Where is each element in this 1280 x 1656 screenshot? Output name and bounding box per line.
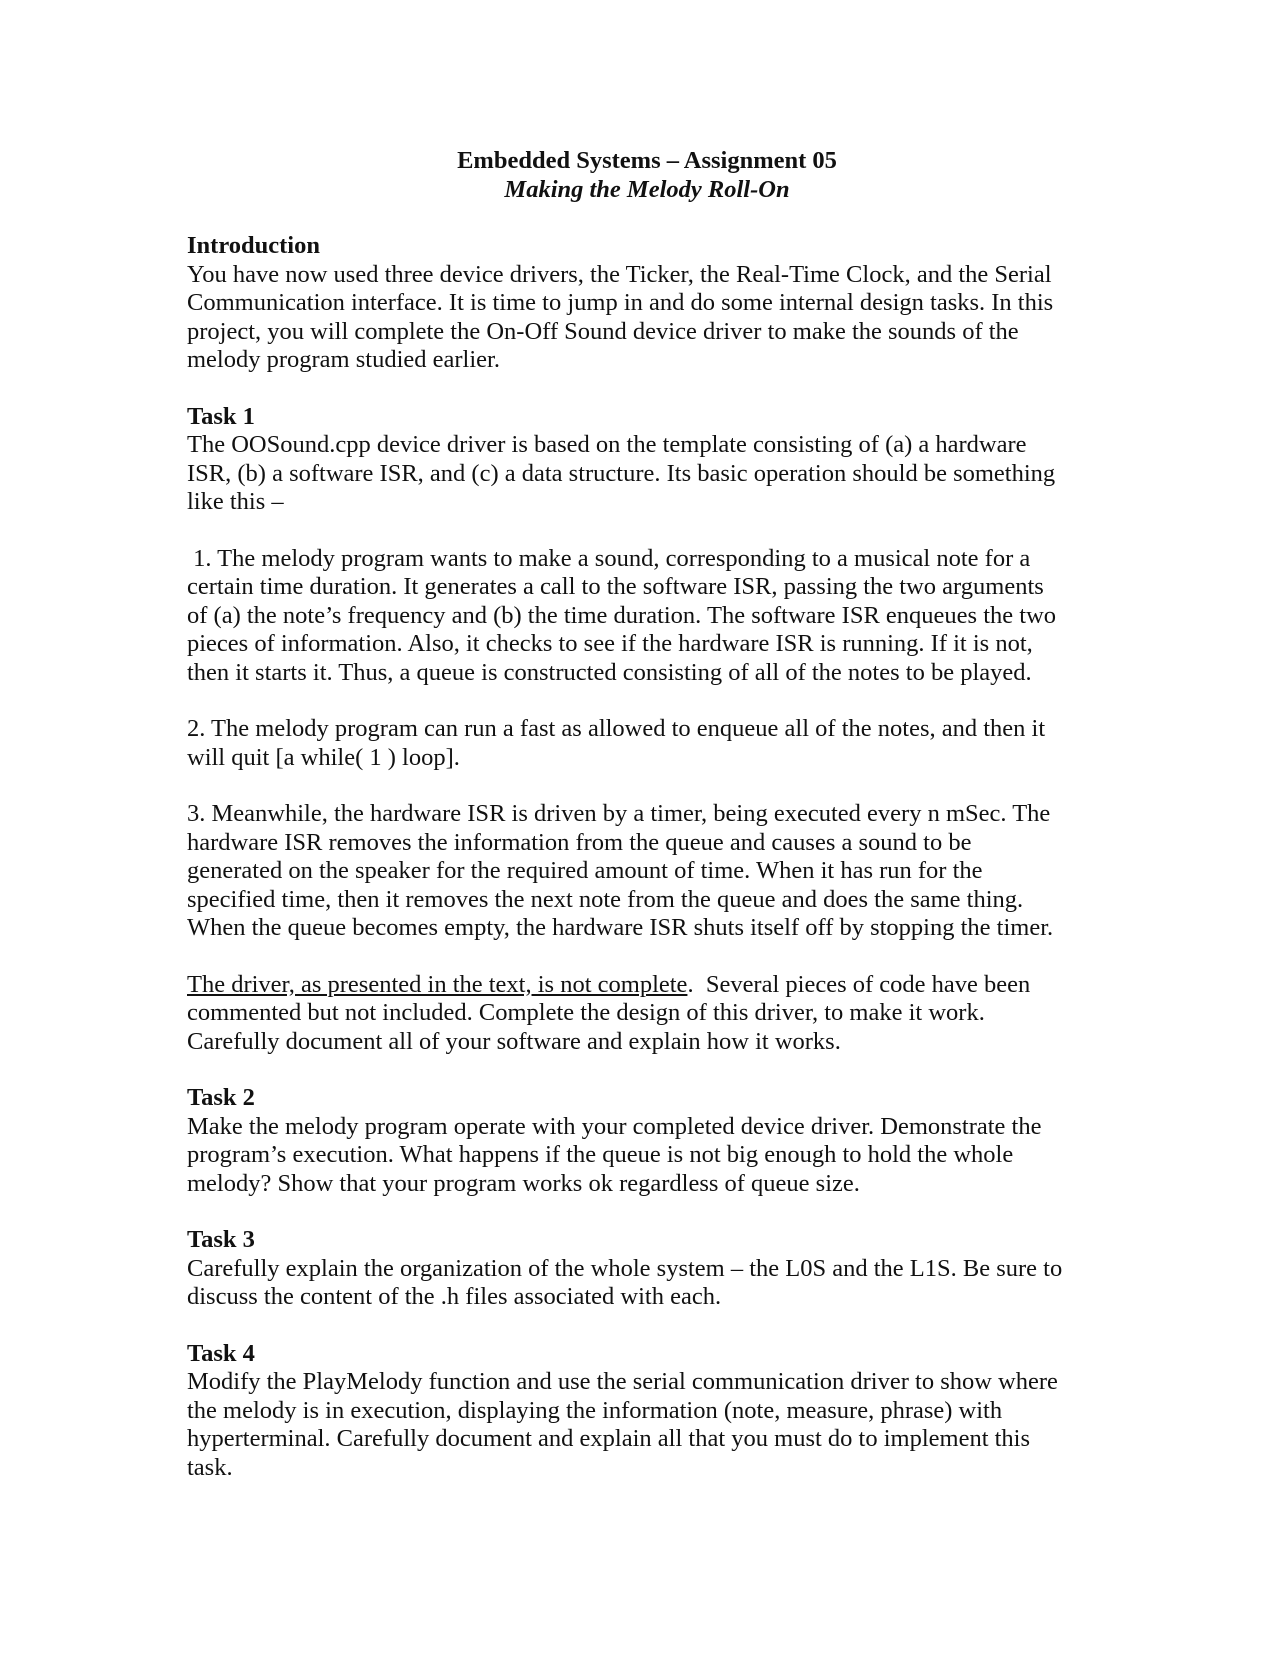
document-title: Embedded Systems – Assignment 05 bbox=[457, 147, 837, 174]
heading-task-3: Task 3 bbox=[187, 1226, 255, 1253]
text-line: pieces of information. Also, it checks to see if the hardware ISR is running. If it is not, bbox=[187, 630, 1033, 657]
text-line: 1. The melody program wants to make a sound, corresponding to a musical note for a bbox=[187, 544, 1031, 572]
task1-paragraph-1 bbox=[187, 431, 1107, 517]
text-line: discuss the content of the .h files associated with each. bbox=[187, 1283, 722, 1310]
text-line: task. bbox=[187, 1453, 233, 1481]
section-task-2 bbox=[187, 1084, 1107, 1198]
task2-paragraph bbox=[187, 1113, 1107, 1199]
text-line: Communication interface. It is time to jump in and do some internal design tasks. In this bbox=[187, 289, 1054, 316]
underlined-text: The driver, as presented in the text, is not complete bbox=[187, 970, 688, 998]
heading-task-1: Task 1 bbox=[187, 402, 255, 430]
text-line: Make the melody program operate with your completed device driver. Demonstrate the bbox=[187, 1112, 1042, 1140]
text-line: hardware ISR removes the information from the queue and causes a sound to be bbox=[187, 828, 972, 856]
heading-task-4: Task 4 bbox=[187, 1339, 255, 1367]
intro-paragraph bbox=[187, 261, 1107, 375]
task4-paragraph bbox=[187, 1368, 1107, 1482]
text-line: ISR, (b) a software ISR, and (c) a data structure. Its basic operation should be something bbox=[187, 459, 1056, 487]
text-line: Carefully explain the organization of the whole system – the L0S and the L1S. Be sure to bbox=[187, 1254, 1063, 1282]
text-line: certain time duration. It generates a call to the software ISR, passing the two arguments bbox=[187, 573, 1044, 600]
section-task-1 bbox=[187, 403, 1107, 1057]
text-span: . Several pieces of code have been bbox=[687, 970, 1031, 998]
text-line: like this – bbox=[187, 488, 284, 515]
text-line: hyperterminal. Carefully document and explain all that you must do to implement this bbox=[187, 1425, 1031, 1452]
text-line: Carefully document all of your software and explain how it works. bbox=[187, 1027, 841, 1055]
text-line: Modify the PlayMelody function and use the serial communication driver to show where bbox=[187, 1368, 1058, 1395]
task1-driver-note bbox=[187, 971, 1107, 1057]
text-line: 3. Meanwhile, the hardware ISR is driven by a timer, being executed every n mSec. The bbox=[187, 800, 1051, 827]
text-line: then it starts it. Thus, a queue is constructed consisting of all of the notes to be played. bbox=[187, 658, 1032, 686]
text-line: specified time, then it removes the next note from the queue and does the same thing. bbox=[187, 885, 1024, 913]
text-line: of (a) the note’s frequency and (b) the time duration. The software ISR enqueues the two bbox=[187, 601, 1057, 629]
task3-paragraph bbox=[187, 1255, 1107, 1312]
text-line: generated on the speaker for the required amount of time. When it has run for the bbox=[187, 857, 983, 884]
text-line: melody program studied earlier. bbox=[187, 346, 500, 373]
text-line: When the queue becomes empty, the hardware ISR shuts itself off by stopping the timer. bbox=[187, 914, 1054, 941]
text-line: commented but not included. Complete the design of this driver, to make it work. bbox=[187, 999, 985, 1026]
text-line: You have now used three device drivers, the Ticker, the Real-Time Clock, and the Serial bbox=[187, 260, 1052, 288]
title-block bbox=[187, 147, 1107, 204]
task1-step-3 bbox=[187, 800, 1107, 943]
task1-step-1 bbox=[187, 545, 1107, 688]
text-line: will quit [a while( 1 ) loop]. bbox=[187, 743, 460, 771]
document-subtitle: Making the Melody Roll-On bbox=[504, 175, 790, 203]
text-line: melody? Show that your program works ok regardless of queue size. bbox=[187, 1169, 860, 1197]
text-line: 2. The melody program can run a fast as allowed to enqueue all of the notes, and then it bbox=[187, 715, 1046, 742]
text-line: project, you will complete the On-Off Sound device driver to make the sounds of the bbox=[187, 317, 1019, 345]
section-task-3 bbox=[187, 1226, 1107, 1312]
document-body bbox=[187, 147, 1107, 1510]
text-line: the melody is in execution, displaying the information (note, measure, phrase) with bbox=[187, 1396, 1003, 1424]
heading-introduction: Introduction bbox=[187, 232, 320, 259]
text-line bbox=[187, 971, 1107, 1000]
heading-task-2: Task 2 bbox=[187, 1084, 255, 1111]
section-task-4 bbox=[187, 1340, 1107, 1483]
section-introduction bbox=[187, 232, 1107, 375]
text-line: The OOSound.cpp device driver is based on the template consisting of (a) a hardware bbox=[187, 431, 1027, 458]
text-line: program’s execution. What happens if the queue is not big enough to hold the whole bbox=[187, 1141, 1014, 1168]
task1-step-2 bbox=[187, 715, 1107, 772]
